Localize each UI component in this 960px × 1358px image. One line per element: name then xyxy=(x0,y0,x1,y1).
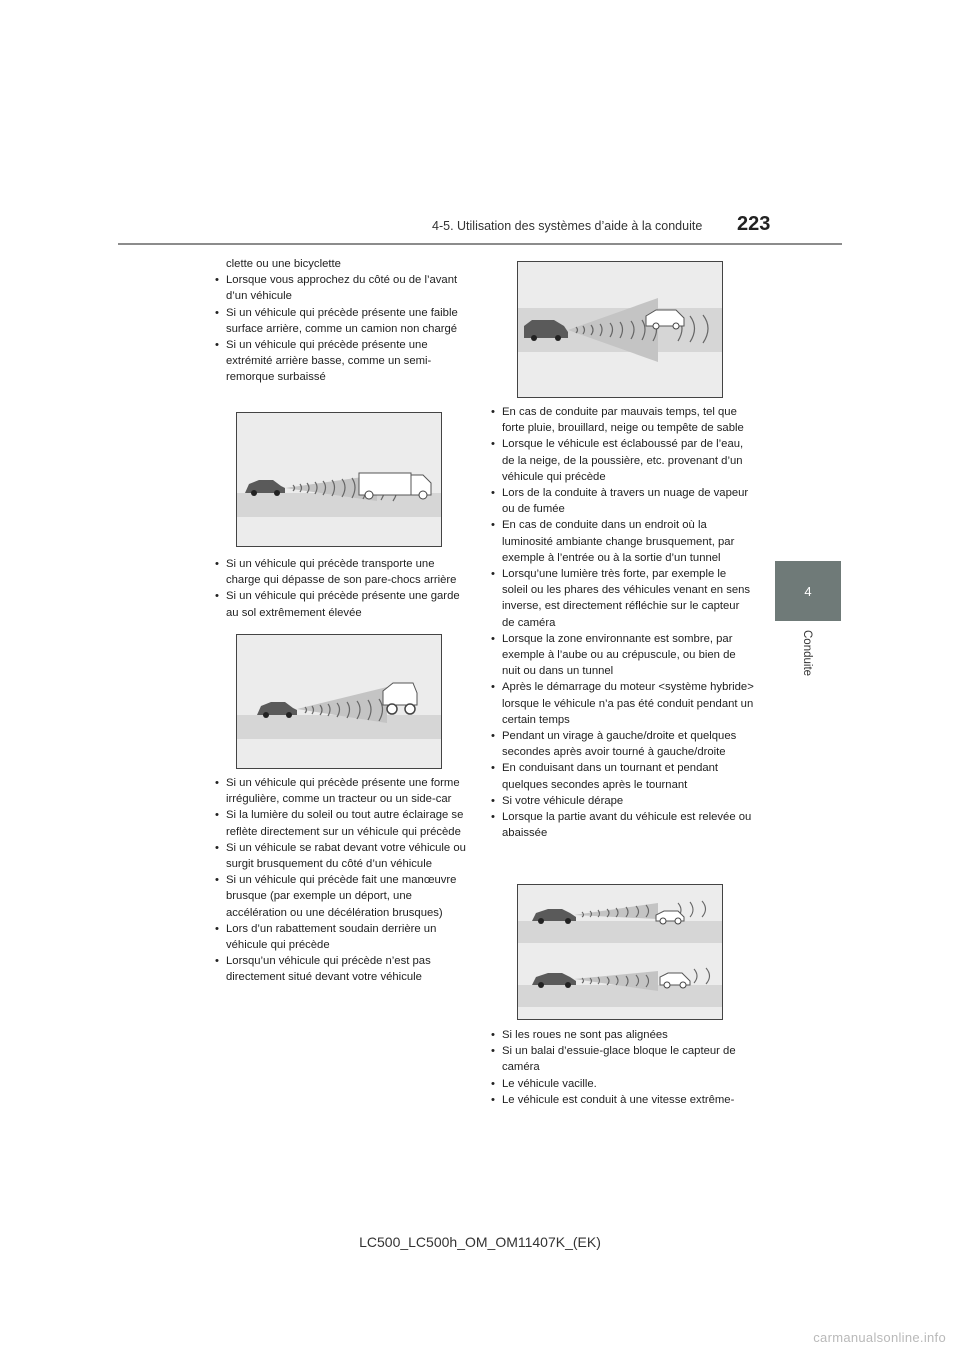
bullet-list xyxy=(490,404,754,841)
list-item: • Si un véhicule se rabat devant votre véhicule ou surgit brusquement du côté d’un véhicule xyxy=(214,840,470,872)
list-item: • Lorsque la zone environnante est sombre, par exemple à l’aube ou au crépuscule, ou bien de nuit ou dans un tunnel xyxy=(490,631,754,680)
left-column-middle xyxy=(214,556,470,621)
figure-front-raised-lowered-illustration xyxy=(518,885,723,1020)
list-item: • Si un véhicule qui précède fait une manœuvre brusque (par exemple un déport, une accélération ou une décélération brusques) xyxy=(214,872,470,921)
list-item: • Lors d’un rabattement soudain derrière un véhicule qui précède xyxy=(214,921,470,953)
figure-high-clearance-illustration xyxy=(237,635,442,769)
figure-truck-illustration xyxy=(237,413,442,547)
list-item: • Si la lumière du soleil ou tout autre éclairage se reflète directement sur un véhicule qui précède xyxy=(214,807,470,839)
chapter-label: Conduite xyxy=(801,630,813,677)
figure-offset-vehicle xyxy=(517,261,723,398)
list-item: • Le véhicule est conduit à une vitesse extrême- xyxy=(490,1092,754,1108)
figure-front-raised-lowered xyxy=(517,884,723,1020)
left-column-top xyxy=(214,256,470,386)
list-item: • Lorsqu’un véhicule qui précède n’est pas directement situé devant votre véhicule xyxy=(214,953,470,985)
header-rule xyxy=(118,243,842,245)
figure-high-clearance xyxy=(236,634,442,769)
chapter-tab xyxy=(775,561,841,621)
footer-document-code: LC500_LC500h_OM_OM11407K_(EK) xyxy=(359,1234,601,1250)
bullet-list xyxy=(214,272,470,385)
page-number: 223 xyxy=(737,213,771,235)
right-column-bottom xyxy=(490,1027,754,1108)
page-header-title: 4-5. Utilisation des systèmes d’aide à la conduite xyxy=(432,219,703,233)
bullet-list xyxy=(214,775,470,986)
left-column-bottom xyxy=(214,775,470,986)
watermark: carmanualsonline.info xyxy=(813,1330,946,1345)
list-item: • Après le démarrage du moteur <système hybride> lorsque le véhicule n’a pas été conduit pendant un certain temps xyxy=(490,679,754,728)
list-item: • Le véhicule vacille. xyxy=(490,1076,754,1092)
list-item: • En conduisant dans un tournant et pendant quelques secondes après le tournant xyxy=(490,760,754,792)
figure-offset-vehicle-illustration xyxy=(518,262,723,398)
list-item: • Si un véhicule qui précède présente une forme irrégulière, comme un tracteur ou un side-car xyxy=(214,775,470,807)
list-item: • Lors de la conduite à travers un nuage de vapeur ou de fumée xyxy=(490,485,754,517)
list-item: • En cas de conduite par mauvais temps, tel que forte pluie, brouillard, neige ou tempête de sable xyxy=(490,404,754,436)
continued-text: clette ou une bicyclette xyxy=(226,258,341,270)
list-item: • Si un véhicule qui précède transporte une charge qui dépasse de son pare-chocs arrière xyxy=(214,556,470,588)
list-item: • Pendant un virage à gauche/droite et quelques secondes après avoir tourné à gauche/droite xyxy=(490,728,754,760)
bullet-list xyxy=(490,1027,754,1108)
bullet-list xyxy=(214,556,470,621)
list-item: • Lorsque la partie avant du véhicule est relevée ou abaissée xyxy=(490,809,754,841)
list-item: • Lorsque le véhicule est éclaboussé par de l’eau, de la neige, de la poussière, etc. provenant d’un véhicule qui précède xyxy=(490,436,754,485)
list-item: • Si un balai d’essuie-glace bloque le capteur de caméra xyxy=(490,1043,754,1075)
right-column-top xyxy=(490,404,754,841)
list-item: • Si votre véhicule dérape xyxy=(490,793,754,809)
list-item: • Lorsqu’une lumière très forte, par exemple le soleil ou les phares des véhicules venant en sens inverse, est directement réfléchie sur le capteur de caméra xyxy=(490,566,754,631)
list-item: • Si un véhicule qui précède présente une extrémité arrière basse, comme un semi-remorque surbaissé xyxy=(214,337,470,386)
list-item: • Si un véhicule qui précède présente une garde au sol extrêmement élevée xyxy=(214,588,470,620)
list-item: • En cas de conduite dans un endroit où la luminosité ambiante change brusquement, par exemple à l’entrée ou à la sortie d’un tunnel xyxy=(490,517,754,566)
figure-truck xyxy=(236,412,442,547)
list-item: • Si un véhicule qui précède présente une faible surface arrière, comme un camion non chargé xyxy=(214,305,470,337)
chapter-number: 4 xyxy=(804,583,812,599)
list-item: • Lorsque vous approchez du côté ou de l’avant d’un véhicule xyxy=(214,272,470,304)
list-item: • Si les roues ne sont pas alignées xyxy=(490,1027,754,1043)
